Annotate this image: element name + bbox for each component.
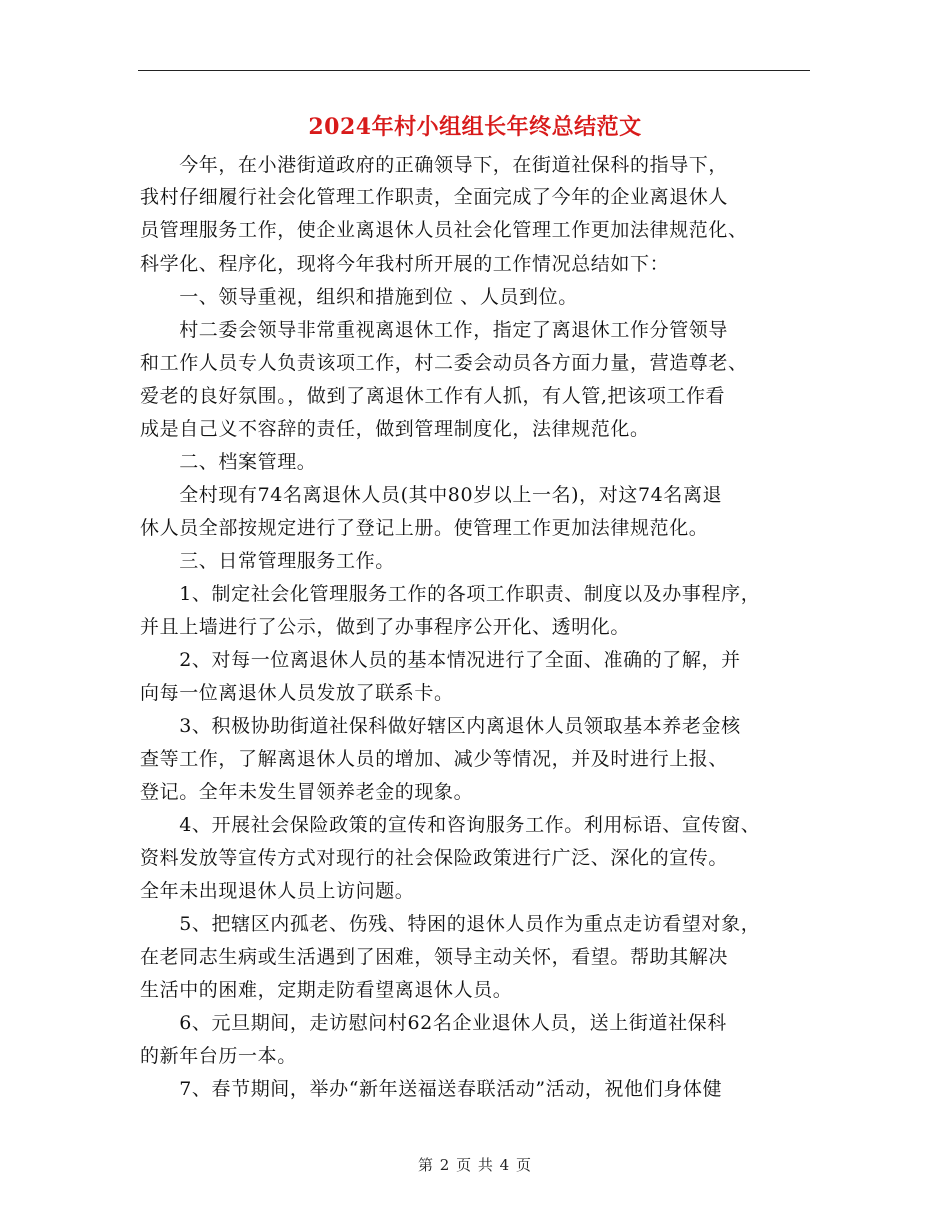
body-line: 4、开展社会保险政策的宣传和咨询服务工作。利用标语、宣传窗、 [140,814,761,836]
body-line: 全年未出现退休人员上访问题。 [140,880,415,902]
body-line: 资料发放等宣传方式对现行的社会保险政策进行广泛、深化的宣传。 [140,847,729,869]
body-line: 全村现有74名离退休人员(其中80岁以上一名)，对这74名离退 [140,484,723,506]
body-line: 和工作人员专人负责该项工作，村二委会动员各方面力量，营造尊老、 [140,352,748,374]
body-line: 村二委会领导非常重视离退休工作，指定了离退休工作分管领导 [140,319,729,341]
body-line: 6、元旦期间，走访慰问村62名企业退休人员，送上街道社保科 [140,1012,727,1034]
body-line: 登记。全年未发生冒领养老金的现象。 [140,781,474,803]
document-title: 2024年村小组组长年终总结范文 [308,114,642,140]
body-line: 一、领导重视，组织和措施到位 、人员到位。 [140,286,578,308]
page-footer: 第 2 页 共 4 页 [418,1156,532,1174]
body-line: 二、档案管理。 [140,451,317,473]
body-line: 3、积极协助街道社保科做好辖区内离退休人员领取基本养老金核 [140,715,741,737]
body-line: 成是自己义不容辞的责任，做到管理制度化，法律规范化。 [140,418,650,440]
body-line: 查等工作，了解离退休人员的增加、减少等情况，并及时进行上报、 [140,748,729,770]
body-line: 并且上墙进行了公示，做到了办事程序公开化、透明化。 [140,616,631,638]
body-line: 向每一位离退休人员发放了联系卡。 [140,682,454,704]
body-line: 科学化、程序化，现将今年我村所开展的工作情况总结如下： [140,253,670,275]
body-line: 生活中的困难，定期走防看望离退休人员。 [140,979,513,1001]
body-line: 5、把辖区内孤老、伤残、特困的退休人员作为重点走访看望对象， [140,913,761,935]
body-line: 员管理服务工作，使企业离退休人员社会化管理工作更加法律规范化、 [140,219,748,241]
body-line: 休人员全部按规定进行了登记上册。使管理工作更加法律规范化。 [140,517,709,539]
body-line: 三、日常管理服务工作。 [140,550,395,572]
body-line: 2、对每一位离退休人员的基本情况进行了全面、准确的了解，并 [140,649,741,671]
body-line: 今年，在小港街道政府的正确领导下，在街道社保科的指导下， [140,154,729,176]
body-line: 的新年台历一本。 [140,1045,297,1067]
header-rule [138,70,810,71]
body-line: 7、春节期间，举办“新年送福送春联活动”活动，祝他们身体健 [140,1078,723,1100]
body-line: 我村仔细履行社会化管理工作职责，全面完成了今年的企业离退休人 [140,186,729,208]
body-line: 1、制定社会化管理服务工作的各项工作职责、制度以及办事程序， [140,583,761,605]
body-line: 在老同志生病或生活遇到了困难，领导主动关怀，看望。帮助其解决 [140,946,729,968]
body-line: 爱老的良好氛围。，做到了离退休工作有人抓，有人管,把该项工作看 [140,385,726,407]
